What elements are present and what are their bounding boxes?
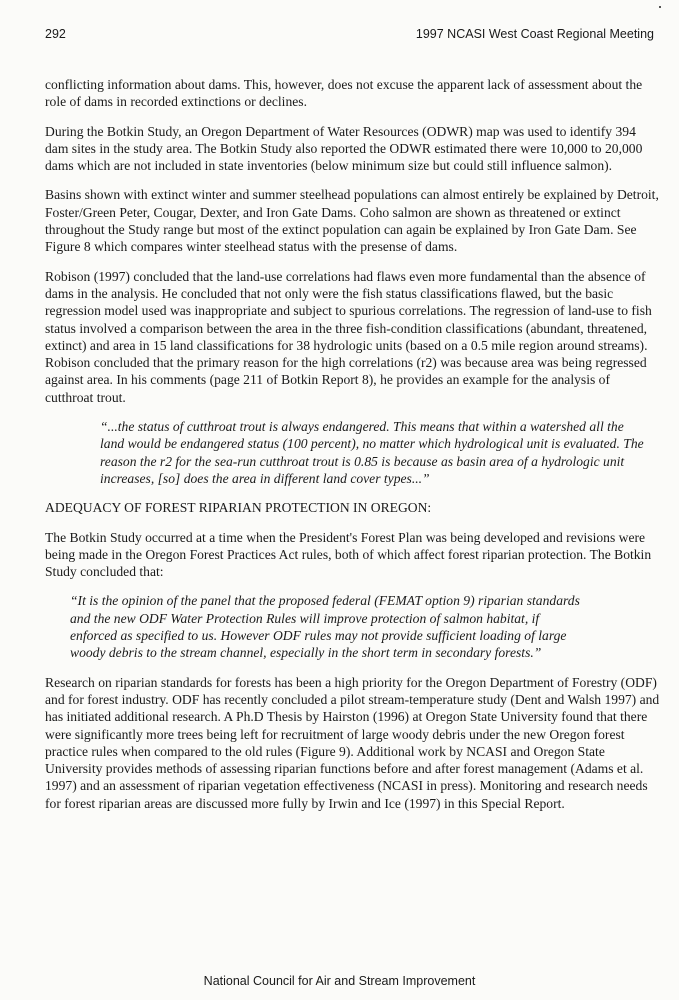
paragraph-botkin-forest-plan: The Botkin Study occurred at a time when the President's Forest Plan was being developed and revisions were being made in the Oregon Forest Practices Act rules, both of which affect forest riparian protection. The Botkin Study concluded that: — [45, 529, 652, 580]
quote-cutthroat-trout: “...the status of cutthroat trout is always endangered. This means that within a watershed all the land would be endangered status (100 percent), no matter which hydrological unit is evaluated. The reason the r2 for the sea-run cutthroat trout is 0.85 is because as basin area of a hydrologic unit increases, [so] does the area in different land cover types...” — [100, 419, 644, 486]
quote-panel-opinion: “It is the opinion of the panel that the proposed federal (FEMAT option 9) riparian standards and the new ODF Water Protection Rules will improve protection of salmon habitat, if enforced as specified to us. However ODF rules may not provide sufficient loading of large woody debris to the stream channel, especially in the short term in secondary forests.” — [70, 593, 580, 661]
page-body — [45, 76, 660, 824]
paragraph-riparian-research: Research on riparian standards for forests has been a high priority for the Oregon Department of Forestry (ODF) and for forest industry. ODF has recently concluded a pilot stream-temperature study (Dent and Walsh 1997) and has initiated additional research. A Ph.D Thesis by Hairston (1996) at Oregon State University found that there were significantly more trees being left for recruitment of large woody debris under the new Oregon forest practice rules when compared to the old rules (Figure 9). Additional work by NCASI and Oregon State University provides methods of assessing riparian functions before and after forest management (Adams et al. 1997) and an assessment of riparian vegetation effectiveness (NCASI in press). Monitoring and research needs for forest riparian areas are discussed more fully by Irwin and Ice (1997) in this Special Report. — [45, 674, 660, 811]
paragraph-steelhead-basins: Basins shown with extinct winter and summer steelhead populations can almost entirely be explained by Detroit, Foster/Green Peter, Cougar, Dexter, and Iron Gate Dams. Coho salmon are shown as threatened or extinct throughout the Study range but most of the extinct population can again be explained by Iron Gate Dam. See Figure 8 which compares winter steelhead status with the presense of dams. — [45, 187, 659, 255]
page-footer: National Council for Air and Stream Improvement — [203, 974, 476, 988]
page-number: 292 — [45, 27, 66, 41]
paragraph-dams-conflicting: conflicting information about dams. This, however, does not excuse the apparent lack of assessment about the role of dams in recorded extinctions or declines. — [45, 77, 643, 110]
scan-speck — [659, 6, 661, 8]
running-header: 1997 NCASI West Coast Regional Meeting — [415, 27, 654, 41]
paragraph-odwr-map: During the Botkin Study, an Oregon Department of Water Resources (ODWR) map was used to identify 394 dam sites in the study area. The Botkin Study also reported the ODWR estimated there were 10,000 to 20,000 dams which are not included in state inventories (below minimum size but could still influence salmon). — [45, 123, 643, 174]
section-heading: ADEQUACY OF FOREST RIPARIAN PROTECTION IN OREGON: — [45, 500, 432, 516]
paragraph-robison: Robison (1997) concluded that the land-use correlations had flaws even more fundamental than the absence of dams in the analysis. He concluded that not only were the fish status classifications flawed, but the basic regression model used was inappropriate and subject to spurious correlations. The regression of land-use to fish status involved a comparison between the area in the three fish-condition classifications (abundant, threatened, extinct) and area in 15 land classifications for 38 hydrologic units (based on a 0.5 mile region around streams). Robison concluded that the primary reason for the high correlations (r2) was because area was being regressed against area. In his comments (page 211 of Botkin Report 8), he provides an example for the analysis of cutthroat trout. — [45, 268, 652, 405]
